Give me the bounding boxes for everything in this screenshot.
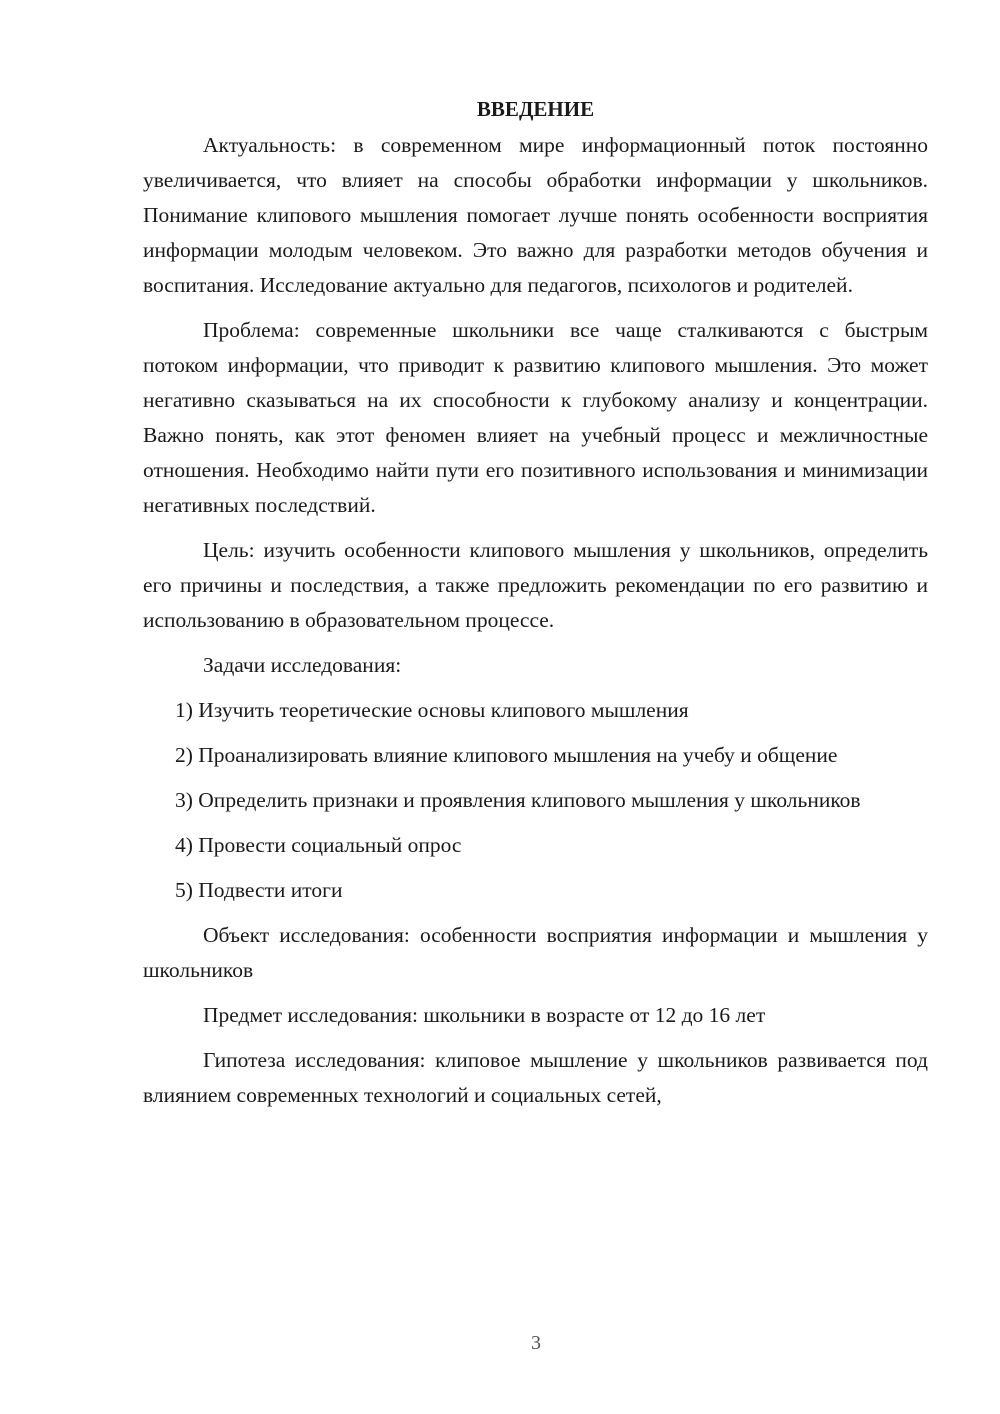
task-item: 3) Определить признаки и проявления клипового мышления у школьников	[175, 788, 861, 812]
page-number: 3	[531, 1332, 541, 1354]
page-title: ВВЕДЕНИЕ	[476, 97, 595, 121]
relevance-paragraph: Актуальность: в современном мире информационный поток постоянно увеличивается, что влияет на способы обработки информации у школьников. Понимание клипового мышления помогает лучше понять особенности восприятия информации молодым человеком. Это важно для разработки методов обучения и воспитания. Исследование актуально для педагогов, психологов и родителей.	[143, 133, 928, 297]
page-content	[143, 92, 928, 1123]
object-paragraph: Объект исследования: особенности восприятия информации и мышления у школьников	[143, 923, 928, 982]
problem-paragraph: Проблема: современные школьники все чаще сталкиваются с быстрым потоком информации, что приводит к развитию клипового мышления. Это может негативно сказываться на их способности к глубокому анализу и концентрации. Важно понять, как этот феномен влияет на учебный процесс и межличностные отношения. Необходимо найти пути его позитивного использования и минимизации негативных последствий.	[143, 318, 928, 517]
goal-paragraph: Цель: изучить особенности клипового мышления у школьников, определить его причины и последствия, а также предложить рекомендации по его развитию и использованию в образовательном процессе.	[143, 538, 928, 632]
subject-paragraph: Предмет исследования: школьники в возрасте от 12 до 16 лет	[203, 1003, 766, 1027]
tasks-heading: Задачи исследования:	[203, 653, 402, 677]
hypothesis-paragraph: Гипотеза исследования: клиповое мышление у школьников развивается под влиянием современных технологий и социальных сетей,	[143, 1048, 928, 1107]
task-item: 4) Провести социальный опрос	[175, 833, 462, 857]
task-item: 2) Проанализировать влияние клипового мышления на учебу и общение	[175, 743, 838, 767]
task-item: 5) Подвести итоги	[175, 878, 343, 902]
task-item: 1) Изучить теоретические основы клипового мышления	[175, 698, 689, 722]
